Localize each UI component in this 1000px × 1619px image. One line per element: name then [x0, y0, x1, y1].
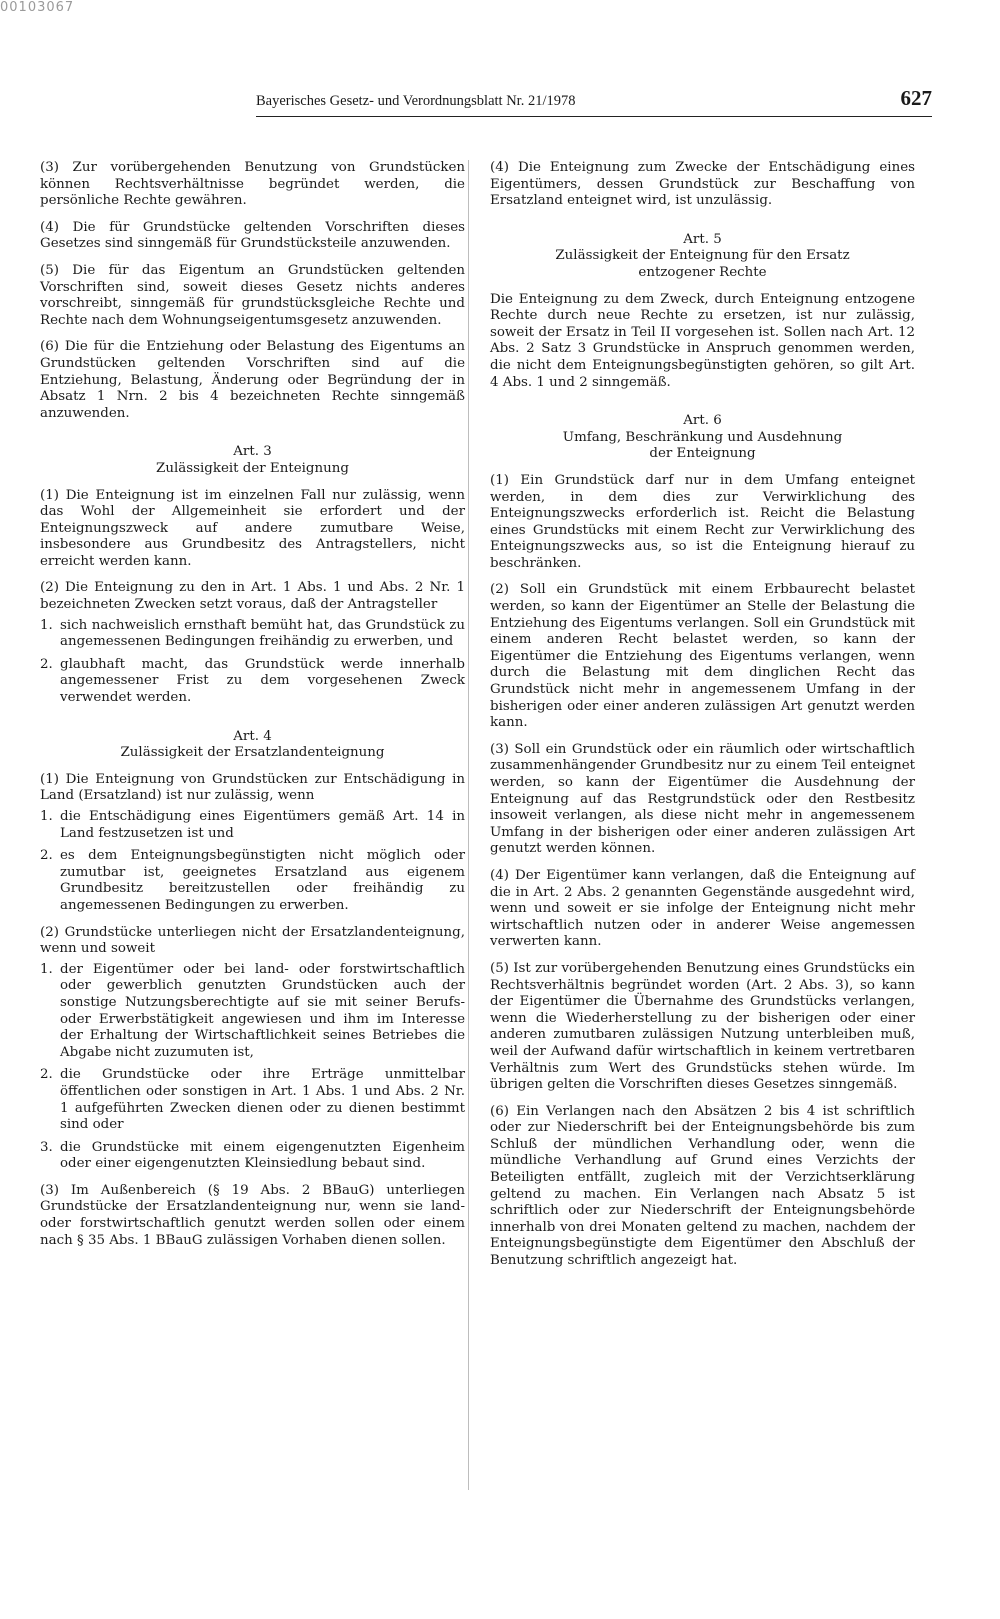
- paragraph: Die Enteignung zu dem Zweck, durch Enteignung entzogene Rechte durch neue Rechte zu ersetzen, ist nur zulässig, soweit der Ersatz in Teil II vorgesehen ist. Sollen nach Art. 12 Abs. 2 Satz 3 Grundstücke in Anspruch genommen werden, die nicht dem Enteignungsbegünstigten gehören, so gilt Art. 4 Abs. 1 und 2 sinngemäß.: [490, 291, 915, 390]
- article-title: Zulässigkeit der Ersatzlandenteignung: [120, 745, 385, 761]
- list-number: 2.: [40, 656, 53, 672]
- list-item: [40, 962, 465, 1062]
- right-column: [490, 160, 915, 1280]
- page-header: [256, 86, 932, 117]
- list-item: [40, 809, 465, 842]
- list-item: [40, 1067, 465, 1133]
- list-number: 1.: [40, 809, 53, 824]
- paragraph: (6) Die für die Entziehung oder Belastung des Eigentums an Grundstücken geltenden Vorschriften sind auf die Entziehung, Belastung, Änderung oder Begründung der in Absatz 1 Nrn. 2 bis 4 bezeichneten Rechte sinngemäß anzuwenden.: [40, 339, 465, 421]
- paragraph: (6) Ein Verlangen nach den Absätzen 2 bis 4 ist schriftlich oder zur Niederschrift bei der Enteignungsbehörde bis zum Schluß der mündlichen Verhandlung oder, wenn die mündliche Verhandlung auf Grund eines Verzichts der Beteiligten entfällt, zugleich mit der Verzichtserklärung geltend zu machen. Ein Verlangen nach Absatz 5 ist schriftlich oder zur Niederschrift der Enteignungsbehörde innerhalb von drei Monaten geltend zu machen, nachdem der Enteignungsbegünstigte dem Eigentümer den Abschluß der Benutzung schriftlich angezeigt hat.: [490, 1103, 915, 1269]
- paragraph: (3) Zur vorübergehenden Benutzung von Grundstücken können Rechtsverhältnisse begründet werden, die persönliche Rechte gewähren.: [40, 160, 465, 209]
- paragraph: (1) Ein Grundstück darf nur in dem Umfang enteignet werden, in dem dies zur Verwirklichung des Enteignungszwecks erforderlich ist. Reicht die Belastung eines Grundstücks mit einem Recht zur Verwirklichung des Enteignungszwecks aus, so ist die Enteignung hierauf zu beschränken.: [490, 472, 915, 571]
- list-text: der Eigentümer oder bei land- oder forstwirtschaftlich oder gewerblich genutzten Grundstücken auch der sonstige Nutzungsberechtigte auf sie mit seiner Berufs- oder Erwerbstätigkeit angewiesen und ihm im Interesse der Erhaltung der Wirtschaftlichkeit seines Betriebes die Abgabe nicht zuzumuten ist,: [60, 961, 465, 1060]
- paragraph: (3) Soll ein Grundstück oder ein räumlich oder wirtschaftlich zusammenhängender Grundbesitz nur zu einem Teil enteignet werden, so kann der Eigentümer die Ausdehnung der Enteignung auf das Restgrundstück oder den Restbesitz insoweit verlangen, als diese nicht mehr in angemessenem Umfang in der bisherigen oder einer anderen zulässigen Art genutzt werden können.: [490, 741, 915, 857]
- article-4-heading: [40, 729, 465, 762]
- list-item: [40, 1140, 465, 1173]
- list-text: sich nachweislich ernsthaft bemüht hat, das Grundstück zu angemessenen Bedingungen freihändig zu erwerben, und: [60, 617, 465, 650]
- paragraph: (2) Grundstücke unterliegen nicht der Ersatzlandenteignung, wenn und soweit: [40, 924, 465, 957]
- list-item: [40, 618, 465, 651]
- article-number: Art. 5: [683, 231, 722, 247]
- article-title-line2: entzogener Rechte: [638, 264, 767, 280]
- list-number: 1.: [40, 617, 53, 633]
- list-text: die Grundstücke oder ihre Erträge unmittelbar öffentlichen oder sonstigen in Art. 1 Abs. 1 und Abs. 2 Nr. 1 aufgeführten Zwecken dienen oder zu dienen bestimmt sind oder: [60, 1067, 465, 1133]
- paragraph: (1) Die Enteignung von Grundstücken zur Entschädigung in Land (Ersatzland) ist nur zulässig, wenn: [40, 771, 465, 804]
- page-number: 627: [900, 86, 932, 110]
- paragraph: (4) Der Eigentümer kann verlangen, daß die Enteignung auf die in Art. 2 Abs. 2 genannten Gegenstände ausgedehnt wird, wenn und soweit er sie infolge der Enteignung nicht mehr wirtschaftlich nutzen oder in anderer Weise angemessen verwerten kann.: [490, 867, 915, 950]
- paragraph: (4) Die für Grundstücke geltenden Vorschriften dieses Gesetzes sind sinngemäß für Grundstücksteile anzuwenden.: [40, 219, 465, 252]
- column-divider: [468, 160, 469, 1490]
- article-6-heading: [490, 413, 915, 463]
- list-number: 3.: [40, 1139, 53, 1155]
- list-text: es dem Enteignungsbegünstigten nicht möglich oder zumutbar ist, geeignetes Ersatzland aus eigenem Grundbesitz bereitzustellen oder freihändig zu angemessenen Bedingungen zu erwerben.: [60, 848, 465, 913]
- paragraph: (1) Die Enteignung ist im einzelnen Fall nur zulässig, wenn das Wohl der Allgemeinheit sie erfordert und der Enteignungszweck auf andere zumutbare Weise, insbesondere aus Grundbesitz des Antragstellers, nicht erreicht werden kann.: [40, 487, 465, 569]
- paragraph: (5) Die für das Eigentum an Grundstücken geltenden Vorschriften sind, soweit dieses Gesetz nichts anderes vorschreibt, sinngemäß für grundstücksgleiche Rechte und Rechte nach dem Wohnungseigentumsgesetz anzuwenden.: [40, 262, 465, 328]
- article-title-line2: der Enteignung: [649, 446, 756, 462]
- article-number: Art. 6: [683, 413, 722, 429]
- list-item: [40, 657, 465, 707]
- article-number: Art. 3: [233, 444, 272, 460]
- paragraph: (3) Im Außenbereich (§ 19 Abs. 2 BBauG) unterliegen Grundstücke der Ersatzlandenteignung nur, wenn sie land- oder forstwirtschaftlich genutzt werden sollen oder einem nach § 35 Abs. 1 BBauG zulässigen Vorhaben dienen sollen.: [40, 1182, 465, 1248]
- list-text: glaubhaft macht, das Grundstück werde innerhalb angemessener Frist zu dem vorgesehenen Zweck verwendet werden.: [60, 656, 465, 706]
- list-text: die Entschädigung eines Eigentümers gemäß Art. 14 in Land festzusetzen ist und: [60, 809, 465, 841]
- list-number: 1.: [40, 961, 53, 977]
- paragraph: (4) Die Enteignung zum Zwecke der Entschädigung eines Eigentümers, dessen Grundstück zur Beschaffung von Ersatzland enteignet wird, ist unzulässig.: [490, 160, 915, 209]
- paragraph: (5) Ist zur vorübergehenden Benutzung eines Grundstücks ein Rechtsverhältnis begründet worden (Art. 2 Abs. 3), so kann der Eigentümer die Übernahme des Grundstücks verlangen, wenn die Wiederherstellung zu der bisherigen oder einer anderen zumutbaren zulässigen Nutzung unterbleiben muß, weil der Aufwand dafür wirtschaftlich in keinem vertretbaren Verhältnis zum Wert des Grundstücks stehen würde. Im übrigen gelten die Vorschriften dieses Gesetzes sinngemäß.: [490, 960, 915, 1093]
- list-text: die Grundstücke mit einem eigengenutzten Eigenheim oder einer eigengenutzten Kleinsiedlung bebaut sind.: [60, 1139, 465, 1172]
- paragraph: (2) Die Enteignung zu den in Art. 1 Abs. 1 und Abs. 2 Nr. 1 bezeichneten Zwecken setzt voraus, daß der Antragsteller: [40, 580, 465, 613]
- left-column: [40, 160, 465, 1259]
- list-number: 2.: [40, 848, 53, 864]
- paragraph: (2) Soll ein Grundstück mit einem Erbbaurecht belastet werden, so kann der Eigentümer an Stelle der Belastung die Entziehung des Eigentums verlangen. Soll ein Grundstück mit einem anderen Recht belastet werden, so kann der Eigentümer die Entziehung des Eigentums verlangen, wenn durch die Belastung mit dem dinglichen Recht das Grundstück nicht mehr in angemessenem Umfang in der bisherigen oder einer anderen zulässigen Art genutzt werden kann.: [490, 582, 915, 731]
- article-3-heading: [40, 444, 465, 477]
- article-title: Zulässigkeit der Enteignung: [156, 460, 349, 476]
- article-title-line1: Zulässigkeit der Enteignung für den Ersatz: [555, 248, 850, 264]
- article-number: Art. 4: [233, 728, 272, 744]
- list-item: [40, 848, 465, 914]
- gazette-title: Bayerisches Gesetz- und Verordnungsblatt Nr. 21/1978: [256, 93, 576, 109]
- article-5-heading: [490, 232, 915, 282]
- archive-stamp: 00103067: [0, 0, 75, 15]
- list-number: 2.: [40, 1067, 53, 1083]
- article-title-line1: Umfang, Beschränkung und Ausdehnung: [562, 429, 843, 445]
